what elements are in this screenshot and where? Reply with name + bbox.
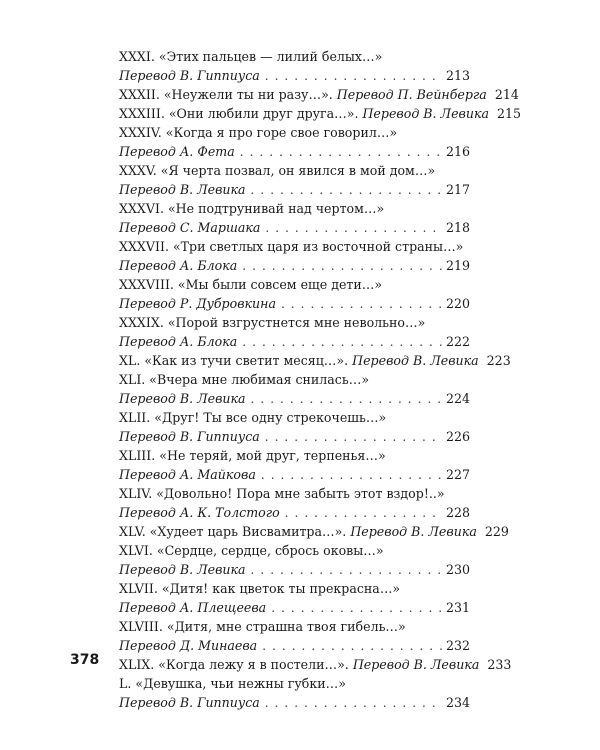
entry-translator: Перевод В. Левика — [350, 524, 477, 539]
entry-title: XXXV. «Я черта позвал, он явился в мой дом…» — [119, 163, 436, 178]
entry-page: 232 — [445, 638, 470, 653]
entry-title: XLI. «Вчера мне любимая снилась…» — [119, 372, 370, 387]
dot-leader — [271, 599, 443, 618]
toc-entry — [119, 47, 470, 85]
entry-title: XLIV. «Довольно! Пора мне забыть этот вздор!..» — [119, 486, 445, 501]
dot-leader — [265, 694, 443, 713]
entry-translator: Перевод П. Вейнберга — [336, 87, 487, 102]
toc-entry — [119, 655, 512, 674]
entry-page: 216 — [445, 144, 470, 159]
entry-title: XL. «Как из тучи светит месяц…». — [119, 353, 349, 368]
toc-entry — [119, 104, 522, 123]
toc-entry — [119, 275, 470, 313]
entry-page: 213 — [445, 68, 470, 83]
entry-page: 222 — [445, 334, 470, 349]
entry-translator: Перевод А. Блока — [119, 334, 238, 349]
entry-translator: Перевод С. Маршака — [119, 220, 261, 235]
table-of-contents — [119, 47, 522, 712]
entry-page: 229 — [484, 524, 509, 539]
dot-leader — [262, 637, 443, 656]
entry-translator: Перевод В. Левика — [352, 353, 479, 368]
entry-title: XXXVI. «Не подтрунивай над чертом…» — [119, 201, 385, 216]
entry-page: 233 — [487, 657, 512, 672]
entry-page: 215 — [497, 106, 522, 121]
entry-page: 217 — [445, 182, 470, 197]
entry-page: 219 — [445, 258, 470, 273]
entry-page: 227 — [445, 467, 470, 482]
toc-entry — [119, 579, 470, 617]
toc-entry — [119, 617, 470, 655]
dot-leader — [265, 219, 443, 238]
entry-translator: Перевод А. Блока — [119, 258, 238, 273]
entry-page: 214 — [494, 87, 519, 102]
entry-title: XXXVII. «Три светлых царя из восточной страны…» — [119, 239, 464, 254]
toc-entry — [119, 161, 470, 199]
toc-entry — [119, 351, 511, 370]
toc-entry — [119, 199, 470, 237]
dot-leader — [242, 333, 443, 352]
dot-leader — [251, 181, 443, 200]
entry-translator: Перевод Р. Дубровкина — [119, 296, 276, 311]
toc-entry — [119, 541, 470, 579]
entry-translator: Перевод В. Гиппиуса — [119, 429, 260, 444]
entry-title: XLVI. «Сердце, сердце, сбрось оковы…» — [119, 543, 384, 558]
entry-title: XLII. «Друг! Ты все одну стрекочешь…» — [119, 410, 387, 425]
entry-translator: Перевод В. Левика — [362, 106, 489, 121]
toc-entry — [119, 408, 470, 446]
entry-page: 230 — [445, 562, 470, 577]
dot-leader — [251, 561, 443, 580]
entry-page: 234 — [445, 695, 470, 710]
entry-title: XXXVIII. «Мы были совсем еще дети…» — [119, 277, 383, 292]
entry-title: XXXII. «Неужели ты ни разу…». — [119, 87, 333, 102]
entry-page: 218 — [445, 220, 470, 235]
entry-translator: Перевод А. К. Толстого — [119, 505, 280, 520]
entry-title: XXXIX. «Порой взгрустнется мне невольно…» — [119, 315, 426, 330]
entry-title: L. «Девушка, чьи нежны губки…» — [119, 676, 346, 691]
entry-translator: Перевод В. Левика — [119, 182, 246, 197]
entry-title: XLIX. «Когда лежу я в постели…». — [119, 657, 349, 672]
toc-entry — [119, 85, 519, 104]
entry-title: XLIII. «Не теряй, мой друг, терпенья…» — [119, 448, 386, 463]
dot-leader — [242, 257, 443, 276]
toc-entry — [119, 313, 470, 351]
toc-entry — [119, 237, 470, 275]
page-number: 378 — [70, 652, 100, 668]
dot-leader — [265, 428, 443, 447]
entry-page: 228 — [445, 505, 470, 520]
toc-entry — [119, 446, 470, 484]
dot-leader — [251, 390, 443, 409]
toc-entry — [119, 370, 470, 408]
entry-page: 220 — [445, 296, 470, 311]
entry-title: XLV. «Худеет царь Висвамитра…». — [119, 524, 347, 539]
entry-translator: Перевод В. Гиппиуса — [119, 695, 260, 710]
entry-title: XLVII. «Дитя! как цветок ты прекрасна…» — [119, 581, 401, 596]
entry-title: XLVIII. «Дитя, мне страшна твоя гибель…» — [119, 619, 406, 634]
entry-translator: Перевод В. Гиппиуса — [119, 68, 260, 83]
dot-leader — [265, 67, 443, 86]
toc-entry — [119, 674, 470, 712]
toc-entry — [119, 522, 509, 541]
entry-translator: Перевод В. Левика — [119, 562, 246, 577]
entry-translator: Перевод А. Фета — [119, 144, 235, 159]
entry-title: XXXI. «Этих пальцев — лилий белых…» — [119, 49, 383, 64]
entry-translator: Перевод А. Майкова — [119, 467, 256, 482]
dot-leader — [261, 466, 443, 485]
entry-page: 226 — [445, 429, 470, 444]
dot-leader — [285, 504, 443, 523]
entry-title: XXXIV. «Когда я про горе свое говорил…» — [119, 125, 398, 140]
entry-translator: Перевод Д. Минаева — [119, 638, 258, 653]
entry-translator: Перевод В. Левика — [352, 657, 480, 672]
entry-translator: Перевод А. Плещеева — [119, 600, 267, 615]
entry-title: XXXIII. «Они любили друг друга…». — [119, 106, 359, 121]
dot-leader — [240, 143, 443, 162]
toc-entry — [119, 484, 470, 522]
toc-entry — [119, 123, 470, 161]
entry-page: 223 — [486, 353, 511, 368]
entry-page: 231 — [445, 600, 470, 615]
dot-leader — [281, 295, 443, 314]
entry-page: 224 — [445, 391, 470, 406]
entry-translator: Перевод В. Левика — [119, 391, 246, 406]
